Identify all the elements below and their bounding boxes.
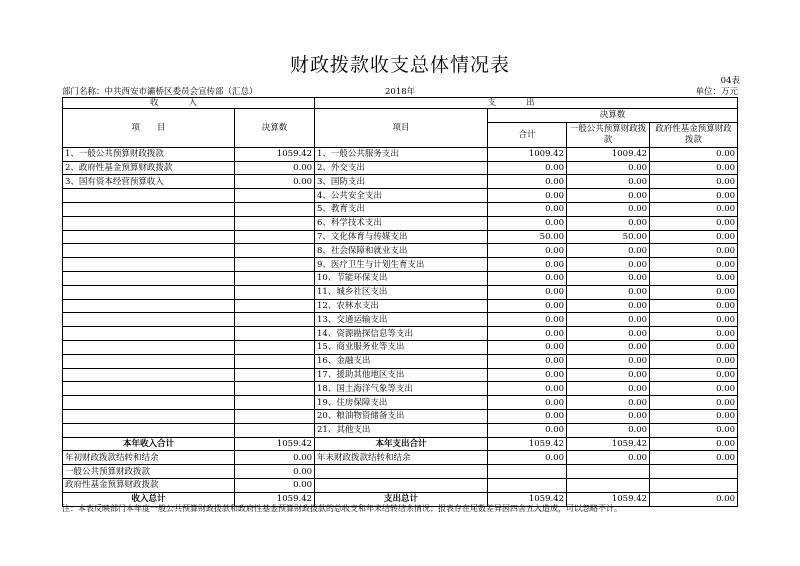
expense-total: 0.00 [488, 354, 567, 368]
expense-fund: 0.00 [650, 354, 738, 368]
expense-total: 0.00 [488, 423, 567, 437]
table-row [63, 161, 738, 175]
income-item [63, 216, 235, 230]
expense-total: 50.00 [488, 230, 567, 244]
expense-total: 0.00 [488, 382, 567, 396]
expense-general: 0.00 [567, 189, 650, 203]
expense-fund: 0.00 [650, 299, 738, 313]
table-row [63, 299, 738, 313]
expense-item-header: 项目 [315, 109, 488, 148]
expense-item: 10、节能环保支出 [315, 271, 488, 285]
year-expense-total-fund: 0.00 [650, 437, 738, 451]
expense-total: 0.00 [488, 216, 567, 230]
expense-item: 14、资源勘探信息等支出 [315, 327, 488, 341]
general-budget-header: 一般公共预算财政拨款 [567, 122, 650, 147]
expense-item: 16、金融支出 [315, 354, 488, 368]
income-grand-total-label: 收入总计 [63, 492, 235, 506]
expense-fund: 0.00 [650, 189, 738, 203]
table-row [63, 396, 738, 410]
expense-general: 0.00 [567, 396, 650, 410]
expense-total: 0.00 [488, 299, 567, 313]
total-header: 合计 [488, 122, 567, 147]
expense-item: 20、粮油物资储备支出 [315, 409, 488, 423]
income-item [63, 396, 235, 410]
expense-total: 0.00 [488, 368, 567, 382]
expense-total: 0.00 [488, 409, 567, 423]
expense-general: 0.00 [567, 258, 650, 272]
income-value [235, 285, 315, 299]
table-row [63, 202, 738, 216]
expense-general: 0.00 [567, 313, 650, 327]
income-value [235, 409, 315, 423]
expense-item: 12、农林水支出 [315, 299, 488, 313]
expense-fund: 0.00 [650, 271, 738, 285]
income-value [235, 396, 315, 410]
table-row [63, 409, 738, 423]
expense-total: 1009.42 [488, 147, 567, 161]
expense-fund: 0.00 [650, 382, 738, 396]
expense-general: 0.00 [567, 382, 650, 396]
expense-general: 0.00 [567, 175, 650, 189]
table-row [63, 368, 738, 382]
table-row [63, 258, 738, 272]
expense-total: 0.00 [488, 285, 567, 299]
table-row [63, 147, 738, 161]
income-value [235, 271, 315, 285]
form-number: 04表 [720, 76, 740, 86]
income-item-header: 项 目 [63, 109, 235, 148]
fiscal-table [62, 97, 738, 507]
expense-fund: 0.00 [650, 327, 738, 341]
carry-in-fund-label: 政府性基金预算财政拨款 [63, 478, 235, 492]
report-year: 2018年 [385, 87, 416, 97]
income-item [63, 258, 235, 272]
year-income-total-label: 本年收入合计 [63, 437, 235, 451]
expense-fund: 0.00 [650, 313, 738, 327]
income-grand-total-value: 1059.42 [235, 492, 315, 506]
income-item: 1、一般公共预算财政拨款 [63, 147, 235, 161]
expense-fund: 0.00 [650, 423, 738, 437]
income-value [235, 299, 315, 313]
expense-item: 7、文化体育与传媒支出 [315, 230, 488, 244]
income-value [235, 423, 315, 437]
income-item [63, 423, 235, 437]
income-value [235, 202, 315, 216]
expense-general: 0.00 [567, 409, 650, 423]
income-value [235, 189, 315, 203]
expense-grand-total-label: 支出总计 [315, 492, 488, 506]
expense-budget-group-header: 决算数 [488, 109, 738, 123]
income-section-header: 收入 [63, 98, 315, 109]
expense-fund: 0.00 [650, 175, 738, 189]
table-row [63, 175, 738, 189]
table-row [63, 340, 738, 354]
year-expense-total-sum: 1059.42 [488, 437, 567, 451]
expense-general: 0.00 [567, 340, 650, 354]
expense-item: 13、交通运输支出 [315, 313, 488, 327]
expense-item: 5、教育支出 [315, 202, 488, 216]
expense-grand-total-fund: 0.00 [650, 492, 738, 506]
income-value [235, 327, 315, 341]
expense-fund: 0.00 [650, 202, 738, 216]
income-value: 0.00 [235, 175, 315, 189]
expense-general: 0.00 [567, 244, 650, 258]
page-title: 财政拨款收支总体情况表 [289, 54, 510, 76]
table-row [63, 216, 738, 230]
expense-fund: 0.00 [650, 285, 738, 299]
expense-general: 0.00 [567, 161, 650, 175]
expense-item: 11、城乡社区支出 [315, 285, 488, 299]
income-item [63, 354, 235, 368]
income-item [63, 244, 235, 258]
income-item [63, 409, 235, 423]
expense-general: 0.00 [567, 285, 650, 299]
year-expense-total-general: 1059.42 [567, 437, 650, 451]
expense-total: 0.00 [488, 396, 567, 410]
expense-item: 1、一般公共服务支出 [315, 147, 488, 161]
income-item: 2、政府性基金预算财政拨款 [63, 161, 235, 175]
expense-item: 3、国防支出 [315, 175, 488, 189]
expense-item: 15、商业服务业等支出 [315, 340, 488, 354]
table-row [63, 271, 738, 285]
table-row [63, 313, 738, 327]
expense-fund: 0.00 [650, 161, 738, 175]
expense-item: 18、国土海洋气象等支出 [315, 382, 488, 396]
expense-fund: 0.00 [650, 409, 738, 423]
income-item [63, 299, 235, 313]
income-value [235, 340, 315, 354]
expense-fund: 0.00 [650, 147, 738, 161]
income-item [63, 271, 235, 285]
income-value [235, 354, 315, 368]
income-item [63, 313, 235, 327]
carry-in-general-label: 一般公共预算财政拨款 [63, 465, 235, 479]
expense-general: 0.00 [567, 354, 650, 368]
income-value [235, 313, 315, 327]
expense-total: 0.00 [488, 202, 567, 216]
expense-total: 0.00 [488, 340, 567, 354]
expense-general: 0.00 [567, 327, 650, 341]
carry-in-label: 年初财政拨款结转和结余 [63, 451, 235, 465]
gov-fund-header: 政府性基金预算财政拨款 [650, 122, 738, 147]
expense-total: 0.00 [488, 258, 567, 272]
expense-fund: 0.00 [650, 396, 738, 410]
income-value: 1059.42 [235, 147, 315, 161]
expense-item: 9、医疗卫生与计划生育支出 [315, 258, 488, 272]
carry-out-label: 年末财政拨款结转和结余 [315, 451, 488, 465]
income-item [63, 382, 235, 396]
table-row [63, 354, 738, 368]
income-item [63, 327, 235, 341]
expense-total: 0.00 [488, 175, 567, 189]
income-item [63, 340, 235, 354]
expense-fund: 0.00 [650, 230, 738, 244]
income-item [63, 285, 235, 299]
carry-out-fund: 0.00 [650, 451, 738, 465]
expense-total: 0.00 [488, 313, 567, 327]
income-value [235, 244, 315, 258]
income-value [235, 382, 315, 396]
expense-fund: 0.00 [650, 340, 738, 354]
expense-item: 21、其他支出 [315, 423, 488, 437]
expense-item: 19、住房保障支出 [315, 396, 488, 410]
year-expense-total-label: 本年支出合计 [315, 437, 488, 451]
income-budget-header: 决算数 [235, 109, 315, 148]
table-row [63, 189, 738, 203]
expense-total: 0.00 [488, 161, 567, 175]
expense-general: 50.00 [567, 230, 650, 244]
expense-fund: 0.00 [650, 258, 738, 272]
expense-general: 0.00 [567, 216, 650, 230]
income-item [63, 230, 235, 244]
table-row [63, 423, 738, 437]
carry-out-general: 0.00 [567, 451, 650, 465]
expense-fund: 0.00 [650, 216, 738, 230]
department-name: 部门名称：中共西安市灞桥区委员会宣传部（汇总） [62, 87, 258, 97]
year-income-total-value: 1059.42 [235, 437, 315, 451]
expense-general: 0.00 [567, 202, 650, 216]
carry-in-value: 0.00 [235, 451, 315, 465]
expense-general: 0.00 [567, 423, 650, 437]
expense-fund: 0.00 [650, 244, 738, 258]
expense-general: 1009.42 [567, 147, 650, 161]
income-value [235, 216, 315, 230]
carry-in-general-value: 0.00 [235, 465, 315, 479]
expense-item: 4、公共安全支出 [315, 189, 488, 203]
expense-total: 0.00 [488, 244, 567, 258]
income-value [235, 368, 315, 382]
expense-total: 0.00 [488, 327, 567, 341]
table-row [63, 244, 738, 258]
expense-section-header: 支出 [315, 98, 738, 109]
income-value [235, 258, 315, 272]
expense-general: 0.00 [567, 299, 650, 313]
expense-total: 0.00 [488, 271, 567, 285]
expense-item: 6、科学技术支出 [315, 216, 488, 230]
expense-general: 0.00 [567, 368, 650, 382]
income-value: 0.00 [235, 161, 315, 175]
table-row [63, 327, 738, 341]
carry-out-sum: 0.00 [488, 451, 567, 465]
income-item [63, 189, 235, 203]
income-item [63, 368, 235, 382]
expense-fund: 0.00 [650, 368, 738, 382]
income-value [235, 230, 315, 244]
table-note: 注：本表反映部门本年度一般公共预算财政拨款和政府性基金预算财政拨款的总收支和年末结转结余情况；报表存在尾数差异因四舍五入造成，可以忽略不计。 [62, 504, 622, 513]
expense-total: 0.00 [488, 189, 567, 203]
carry-in-fund-value: 0.00 [235, 478, 315, 492]
unit-label: 单位：万元 [695, 87, 738, 97]
expense-item: 2、外交支出 [315, 161, 488, 175]
table-row [63, 285, 738, 299]
income-item: 3、国有资本经营预算收入 [63, 175, 235, 189]
expense-item: 17、援助其他地区支出 [315, 368, 488, 382]
expense-item: 8、社会保障和就业支出 [315, 244, 488, 258]
table-row [63, 382, 738, 396]
table-row [63, 230, 738, 244]
expense-grand-total-sum: 1059.42 [488, 492, 567, 506]
income-item [63, 202, 235, 216]
expense-grand-total-general: 1059.42 [567, 492, 650, 506]
expense-general: 0.00 [567, 271, 650, 285]
